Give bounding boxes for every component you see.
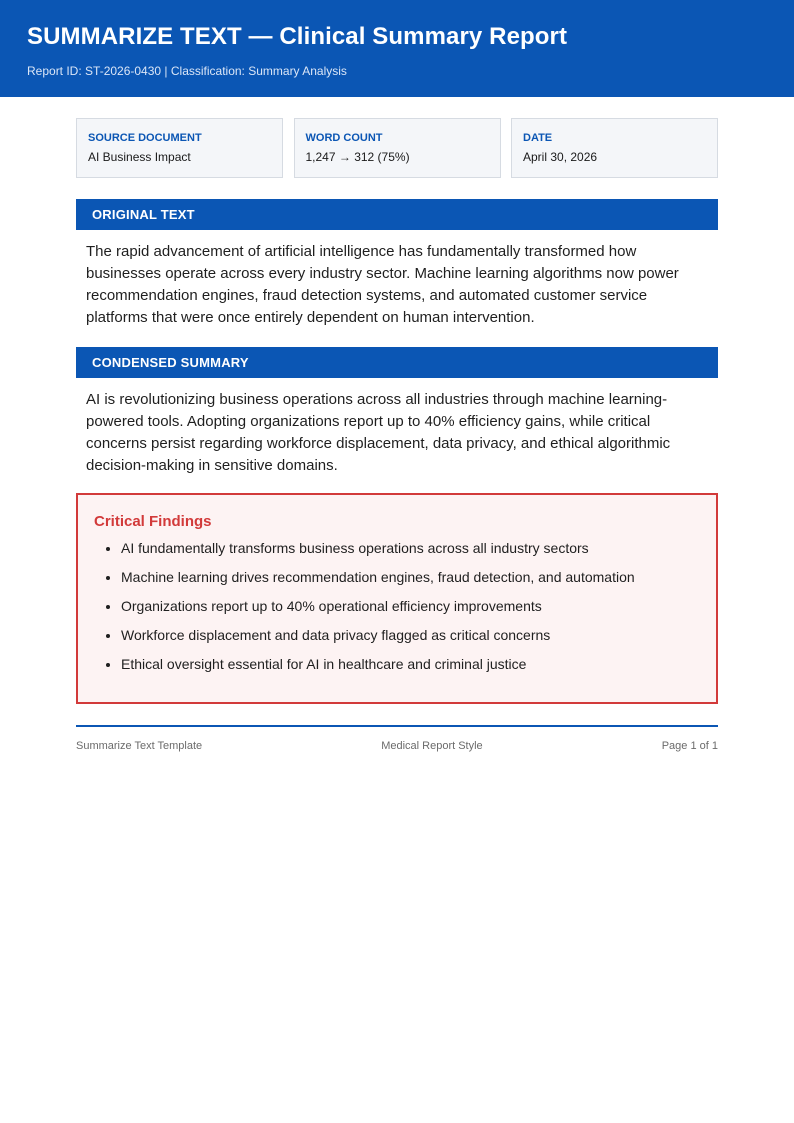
report-footer [76, 725, 718, 753]
date-label: DATE [523, 132, 553, 144]
finding-item: • Organizations report up to 40% operational efficiency improvements [121, 598, 700, 615]
footer-style-name: Medical Report Style [381, 740, 483, 752]
finding-item: • Machine learning drives recommendation engines, fraud detection, and automation [121, 569, 700, 586]
condensed-summary-heading: CONDENSED SUMMARY [76, 347, 718, 378]
finding-item: • Workforce displacement and data privacy flagged as critical concerns [121, 627, 700, 644]
footer-page-number: Page 1 of 1 [661, 740, 718, 752]
word-count-value: 1,247 → 312 (75%) [305, 150, 410, 164]
finding-item: • Ethical oversight essential for AI in healthcare and criminal justice [121, 656, 700, 673]
footer-template-name: Summarize Text Template [76, 740, 203, 752]
source-document-label: SOURCE DOCUMENT [88, 132, 202, 144]
source-document-card [76, 118, 283, 178]
word-count-label: WORD COUNT [305, 132, 383, 144]
critical-findings-box [76, 493, 718, 704]
critical-findings-title: Critical Findings [94, 513, 212, 530]
info-row [76, 118, 718, 178]
date-value: April 30, 2026 [523, 150, 598, 164]
condensed-summary-body: AI is revolutionizing business operations across all industries through machine learning-powered tools. Adopting organizations report up to 40% efficiency gains, while critical concerns persist regarding workforce displacement, data privacy, and ethical algorithmic decision-making in sensitive domains. [86, 391, 671, 474]
finding-item: • AI fundamentally transforms business operations across all industry sectors [121, 540, 700, 557]
report-content [76, 118, 718, 753]
page-title: SUMMARIZE TEXT — Clinical Summary Report [27, 23, 568, 50]
date-card [511, 118, 718, 178]
original-text-body: The rapid advancement of artificial intelligence has fundamentally transformed how businesses operate across every industry sector. Machine learning algorithms now power recommendation engines, fraud detection systems, and automated customer service platforms that were once entirely dependent on human intervention. [86, 243, 679, 326]
report-meta: Report ID: ST-2026-0430 | Classification: Summary Analysis [27, 64, 347, 78]
original-text-heading: ORIGINAL TEXT [76, 199, 718, 230]
critical-findings-list [94, 540, 700, 673]
report-header [0, 0, 794, 97]
word-count-card [294, 118, 501, 178]
source-document-value: AI Business Impact [88, 150, 191, 164]
